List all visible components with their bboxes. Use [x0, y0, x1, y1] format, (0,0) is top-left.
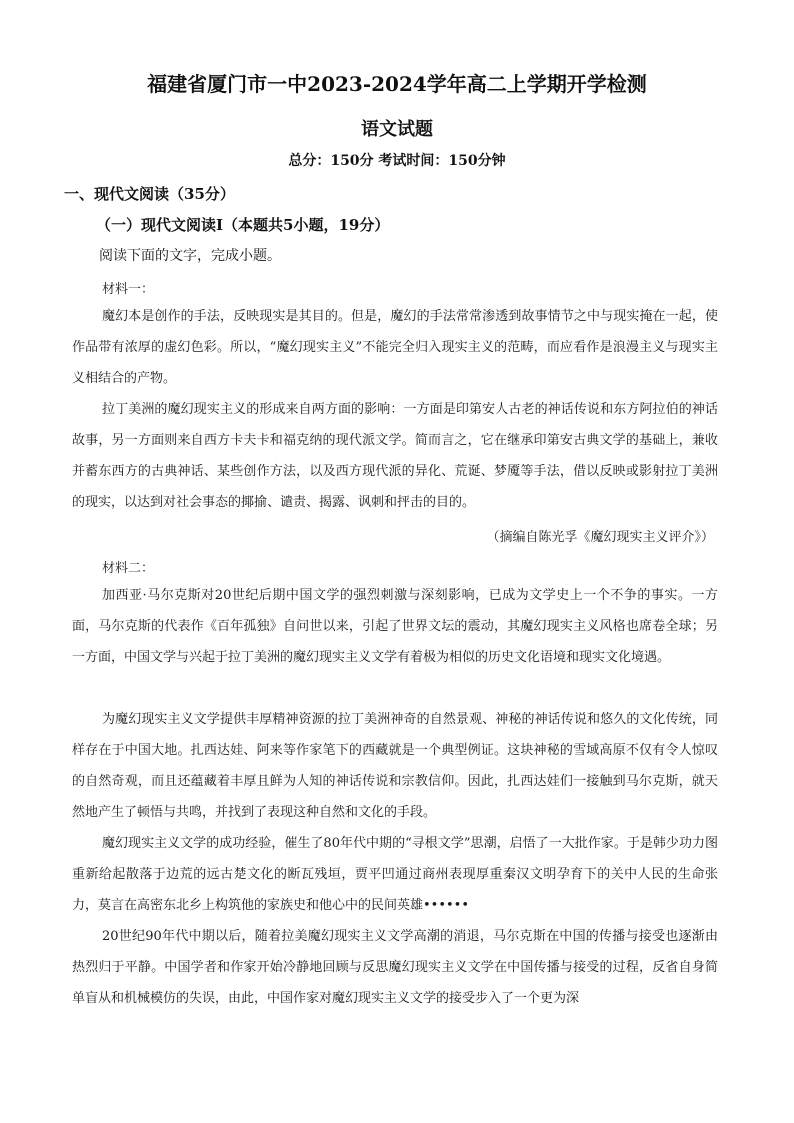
material-1-label: 材料一：	[102, 282, 155, 297]
reading-instruction: 阅读下面的文字，完成小题。	[99, 248, 281, 264]
material-2-paragraph-1: 加西亚·马尔克斯对20世纪后期中国文学的强烈刺激与深刻影响，已成为文学史上一个不争的事实。一方面，马尔克斯的代表作《百年孤独》自问世以来，引起了世界文坛的震动，其魔幻现实主义风格也席卷全球；另一方面，中国文学与兴起于拉丁美洲的魔幻现实主义文学有着极为相似的历史文化语境和现实文化境遇。	[72, 588, 718, 665]
material-1-source: （摘编自陈光孚《魔幻现实主义评介》）	[486, 530, 714, 545]
document-title: 福建省厦门市一中2023-2024学年高二上学期开学检测	[147, 72, 647, 96]
subsection-heading: （一）现代文阅读Ⅰ（本题共5小题，19分）	[96, 216, 390, 234]
section-heading: 一、现代文阅读（35分）	[64, 185, 235, 203]
material-1-paragraph-1: 魔幻本是创作的手法，反映现实是其目的。但是，魔幻的手法常常渗透到故事情节之中与现实掩在一起，使作品带有浓厚的虚幻色彩。所以，“魔幻现实主义”不能完全归入现实主义的范畴，而应看作是浪漫主义与现实主义相结合的产物。	[72, 309, 718, 386]
material-2-paragraph-2: 为魔幻现实主义文学提供丰厚精神资源的拉丁美洲神奇的自然景观、神秘的神话传说和悠久的文化传统，同样存在于中国大地。扎西达娃、阿来等作家笔下的西藏就是一个典型例证。这块神秘的雪域高原不仅有令人惊叹的自然奇观，而且还蕴藏着丰厚且鲜为人知的神话传说和宗教信仰。因此，扎西达娃们一接触到马尔克斯，就天然地产生了顿悟与共鸣，并找到了表现这种自然和文化的手段。	[72, 712, 718, 820]
material-2-label: 材料二：	[102, 561, 155, 576]
material-2-paragraph-3: 魔幻现实主义文学的成功经验，催生了80年代中期的“寻根文学”思潮，启悟了一大批作家。于是韩少功力图重新给起散落于边荒的远古楚文化的断瓦残垣，贾平凹通过商州表现厚重秦汉文明孕育下的关中人民的生命张力，莫言在高密东北乡上构筑他的家族史和他心中的民间英雄••••••	[72, 836, 718, 913]
exam-meta: 总分：150分 考试时间：150分钟	[288, 153, 506, 169]
document-subtitle: 语文试题	[361, 119, 433, 140]
material-1-paragraph-2: 拉丁美洲的魔幻现实主义的形成来自两方面的影响：一方面是印第安人古老的神话传说和东方阿拉伯的神话故事，另一方面则来自西方卡夫卡和福克纳的现代派文学。简而言之，它在继承印第安古典文学的基础上，兼收并蓄东西方的古典神话、某些创作方法，以及西方现代派的异化、荒诞、梦魇等手法，借以反映或影射拉丁美洲的现实，以达到对社会事态的揶揄、谴责、揭露、讽刺和抨击的目的。	[72, 402, 718, 510]
material-2-paragraph-4: 20世纪90年代中期以后，随着拉美魔幻现实主义文学高潮的消退，马尔克斯在中国的传播与接受也逐渐由热烈归于平静。中国学者和作家开始冷静地回顾与反思魔幻现实主义文学在中国传播与接受的过程，反省自身简单盲从和机械模仿的失误，由此，中国作家对魔幻现实主义文学的接受步入了一个更为深	[72, 929, 718, 1006]
